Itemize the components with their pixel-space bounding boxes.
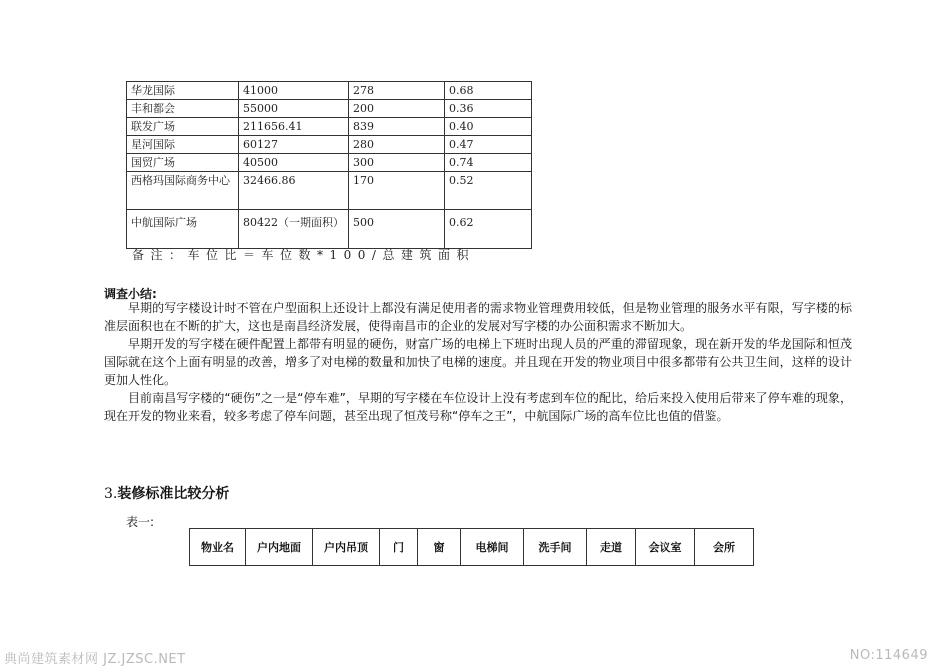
table-note: 备注：车位比＝车位数*100/总建筑面积 (132, 248, 475, 262)
table-cell: 0.47 (445, 136, 532, 154)
table-row (127, 136, 532, 154)
section-number: 3. (104, 486, 118, 502)
table-row (127, 172, 532, 210)
table-cell: 联发广场 (127, 118, 239, 136)
table-cell: 278 (349, 82, 445, 100)
table-cell: 西格玛国际商务中心 (127, 172, 239, 210)
table-cell: 0.40 (445, 118, 532, 136)
table-header-cell: 洗手间 (524, 529, 587, 566)
table-cell: 32466.86 (239, 172, 349, 210)
summary-paragraph: 目前南昌写字楼的“硬伤”之一是“停车难”，早期的写字楼在车位设计上没有考虑到车位的配比，给后来投入使用后带来了停车难的现象，现在开发的物业来看，较多考虑了停车问题，甚至出现了恒茂号称“停车之王”，中航国际广场的高车位比也值的借鉴。 (104, 391, 852, 423)
table-label: 表一: (126, 515, 155, 529)
table-header-cell: 物业名 (190, 529, 246, 566)
table-header-cell: 窗 (418, 529, 461, 566)
table-cell: 0.36 (445, 100, 532, 118)
parking-ratio-table-body (127, 82, 532, 249)
parking-ratio-table (126, 81, 532, 249)
table-cell: 40500 (239, 154, 349, 172)
section-heading (104, 483, 229, 503)
table-header-cell: 会所 (695, 529, 754, 566)
table-cell: 41000 (239, 82, 349, 100)
table-header-cell: 走道 (587, 529, 636, 566)
table-row (127, 154, 532, 172)
table-header-cell: 电梯间 (461, 529, 524, 566)
table-cell: 中航国际广场 (127, 210, 239, 249)
table-cell: 300 (349, 154, 445, 172)
table-header-cell: 门 (380, 529, 418, 566)
table-row (127, 210, 532, 249)
table-cell: 280 (349, 136, 445, 154)
decoration-standard-table (189, 528, 754, 566)
table-header-cell: 会议室 (636, 529, 695, 566)
table-header-cell: 户内地面 (246, 529, 313, 566)
section-title: 装修标准比较分析 (117, 486, 230, 502)
table-cell: 200 (349, 100, 445, 118)
table-cell: 170 (349, 172, 445, 210)
table-header-row (190, 529, 754, 566)
table-header-cell: 户内吊顶 (313, 529, 380, 566)
table-cell: 0.52 (445, 172, 532, 210)
table-cell: 0.68 (445, 82, 532, 100)
summary-paragraph: 早期的写字楼设计时不管在户型面积上还设计上都没有满足使用者的需求物业管理费用较低，但是物业管理的服务水平有限，写字楼的标准层面积也在不断的扩大，这也是南昌经济发展，使得南昌市的企业的发展对写字楼的办公面积需求不断加大。 (104, 301, 852, 333)
table-cell: 211656.41 (239, 118, 349, 136)
table-row (127, 82, 532, 100)
table-cell: 60127 (239, 136, 349, 154)
summary-heading: 调查小结: (104, 287, 157, 301)
watermark-site: 典尚建筑素材网 JZ.JZSC.NET (4, 652, 186, 667)
watermark-number: NO:114649 (849, 648, 928, 663)
table-cell: 丰和都会 (127, 100, 239, 118)
table-row (127, 100, 532, 118)
table-cell: 0.74 (445, 154, 532, 172)
table-cell: 500 (349, 210, 445, 249)
table-cell: 839 (349, 118, 445, 136)
summary-paragraph: 早期开发的写字楼在硬件配置上都带有明显的硬伤，财富广场的电梯上下班时出现人员的严重的滞留现象，现在新开发的华龙国际和恒茂国际就在这个上面有明显的改善，增多了对电梯的数量和加快了电梯的速度。并且现在开发的物业项目中很多都带有公共卫生间，这样的设计更加人性化。 (104, 337, 852, 387)
table-cell: 55000 (239, 100, 349, 118)
table-cell: 国贸广场 (127, 154, 239, 172)
table-row (127, 118, 532, 136)
table-cell: 星河国际 (127, 136, 239, 154)
table-cell: 华龙国际 (127, 82, 239, 100)
table-cell: 80422（一期面积） (239, 210, 349, 249)
table-cell: 0.62 (445, 210, 532, 249)
